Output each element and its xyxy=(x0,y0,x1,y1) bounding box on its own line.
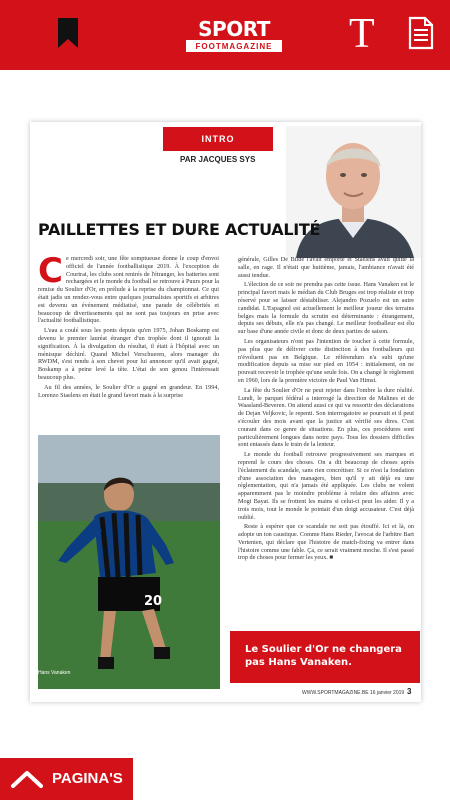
section-label: INTRO xyxy=(163,127,273,151)
top-bar xyxy=(0,0,450,70)
magazine-page[interactable] xyxy=(30,122,421,702)
chevron-up-icon xyxy=(10,768,44,790)
paragraph: générale, Gilles De Bilde l'avait emporté et Staelens avait quitté la salle, en rage. Il n'était que huitième, jamais, l'ambiance n'avait été aussi tendue. xyxy=(238,256,414,279)
pull-quote-box xyxy=(230,631,420,683)
paragraph: Les organisateurs n'ont pas l'intention de toucher à cette formule, pas plus que de délivrer cette distinction à des footballeurs qui n'évoluent pas en Belgique. Le référendum n'a subi qu'une modification depuis sa mise sur pied en 1954 : initialement, on ne pouvait recevoir le trophée qu'une seule fois. On a changé le règlement en 1960, lors de la première victoire de Paul Van Himst. xyxy=(238,337,414,384)
paragraph: e mercredi soir, une fête somptueuse donne le coup d'envoi officiel de l'année footballistique 2019. À l'exception de Courtrai, les clubs sont rentrés de l'étranger, les batteries sont rechargées et le monde du football se retrouve à Puurs pour la remise du Soulier d'Or, en prélude à la reprise du championnat. Ce qui était jadis un rendez-vous entre quelques journalistes sportifs et arbitres est devenu un événement médiatisé, une parade de célébrités et beaucoup de divertissements qui ne sont pas toujours en prise avec l'actualité footballistique. xyxy=(38,255,219,325)
paragraph: L'élection de ce soir ne prendra pas cette issue. Hans Vanaken est le principal favori mais le médian du Club Bruges est trop réaliste et trop réservé pour se laisser déstabiliser. Alejandro Pozuelo est un autre candidat. L'Espagnol est actuellement le meilleur joueur des terrains belges mais la formule du scrutin est déterminante : étrangement, depuis ses débuts, elle n'a pas changé. Le meilleur footballeur est élu sur base d'une année civile et donc de deux parties de saison. xyxy=(238,281,414,336)
footer-site: WWW.SPORTMAGAZINE.BE xyxy=(302,690,369,696)
photo-caption: Hans Vanaken xyxy=(38,670,71,676)
byline: PAR JACQUES SYS xyxy=(180,155,256,164)
pages-button-label: PAGINA'S xyxy=(52,770,123,787)
player-photo xyxy=(38,435,220,689)
text-mode-icon[interactable]: T xyxy=(349,11,375,57)
paragraph: Le monde du football retrouve progressivement ses marques et reprend le cours des choses. On a dit beaucoup de choses après l'éclatement du scandale, sans rien concrétiser. Si ce n'est la fondation d'une association des managers, bien qu'il y ait déjà eu une réglementation, qui n'a jamais été appliquée. Les clubs ne volent apparemment pas le moindre problème à refaire des affaires avec Mogi Bayat. Ils se frottent les mains si celui-ci peut les aider. Il y a trois mois, tout le monde le pointait d'un doigt accusateur. C'est déjà oublié. xyxy=(238,451,414,521)
paragraph: L'eau a coulé sous les ponts depuis qu'en 1975, Johan Boskamp est devenu le premier lauréat étranger d'un trophée dont il ignorait la signification. À la divulgation du résultat, il était à l'hôpital avec un ménisque déchiré. Quand Michel Verschueren, alors manager du RWDM, s'est rendu à son chevet pour lui annoncer qu'il avait gagné, Boskamp a à peine levé la tête. L'état de son genou l'intéressait beaucoup plus. xyxy=(38,327,219,381)
jersey-number: 20 xyxy=(144,594,163,609)
article-title: PAILLETTES ET DURE ACTUALITÉ xyxy=(38,220,321,239)
bookmark-icon[interactable] xyxy=(58,18,78,48)
paragraph: Au fil des années, le Soulier d'Or a gagné en grandeur. En 1994, Lorenzo Staelens en était le grand favori mais à la surprise xyxy=(38,383,219,399)
logo-sub-text: FOOTMAGAZINE xyxy=(195,42,273,51)
paragraph: La fête du Soulier d'Or ne peut rejeter dans l'ombre la dure réalité. Lundi, le parquet fédéral a interrogé la direction de Malines et de Waasland-Beveren. On attend aussi ce qui va ressortir des déclarations de Dejan Veljkovic, le repenti. Son interrogatoire se poursuit et il peut s'écouler des mois avant que la justice ait vérifié ses dires. C'est courant dans ce genre de situations. En plus, ces procédures sont particulièrement longues dans notre pays. Tous les dossiers difficiles sont entassés dans le train de la lenteur. xyxy=(238,386,414,449)
sport-foot-magazine-logo xyxy=(186,18,282,52)
drop-cap: C xyxy=(38,251,63,291)
page-footer xyxy=(302,690,404,696)
paragraph: Reste à espérer que ce scandale ne soit pas étouffé. Ici et là, on adopte un ton caustique. Comme Hans Rieder, l'avocat de l'arbitre Bart Vertenten, qui déclare que l'histoire de match-fixing va entrer dans l'histoire comme une fable. Ça, ce serait vraiment moche. Il s'est passé trop de choses pour fermer les yeux. ■ xyxy=(238,523,414,562)
pages-button[interactable] xyxy=(0,758,133,800)
logo-main-text: SPORT xyxy=(186,18,282,40)
document-icon[interactable] xyxy=(408,16,434,50)
pull-quote: Le Soulier d'Or ne changera pas Hans Vanaken. xyxy=(245,644,402,668)
article-column-left xyxy=(38,251,219,433)
footer-date: 16 janvier 2019 xyxy=(369,690,405,696)
page-number: 3 xyxy=(407,687,412,696)
